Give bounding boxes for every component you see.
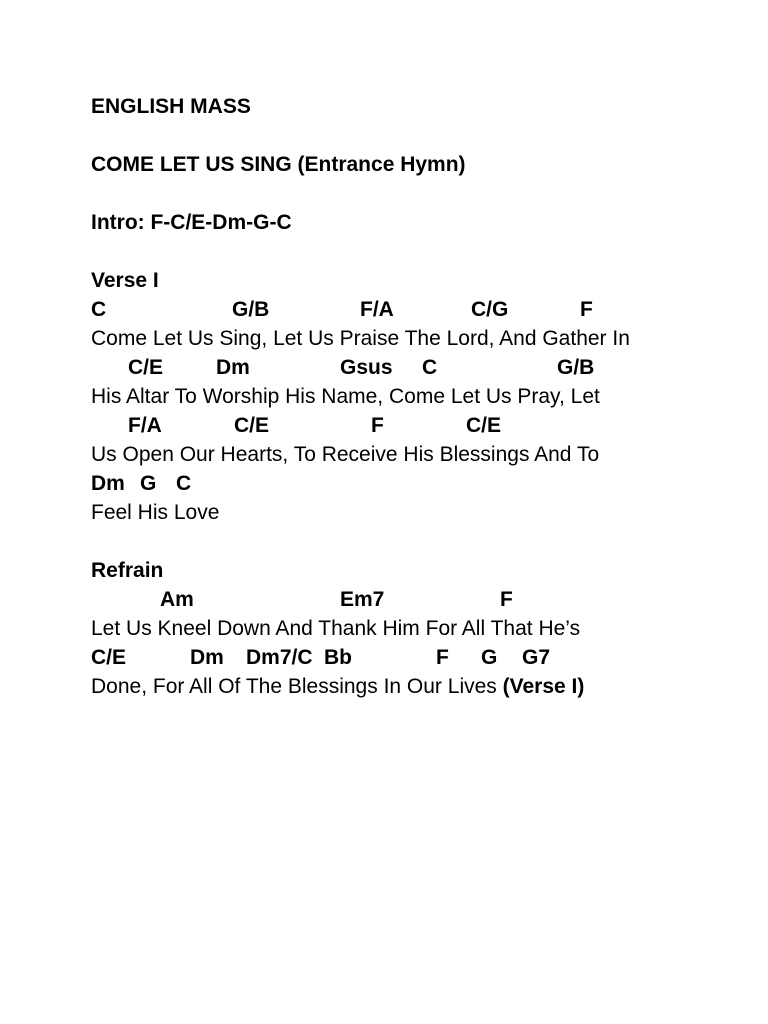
chord: G/B xyxy=(232,298,270,321)
chord: C/E xyxy=(466,414,502,437)
chord: Am xyxy=(160,588,194,611)
chord: F xyxy=(580,298,593,321)
verse-heading: Verse I xyxy=(91,269,159,292)
verse-chord-row-2 xyxy=(0,356,768,380)
verse-lyric-line-4: Feel His Love xyxy=(91,501,220,524)
verse-repeat-marker: (Verse I) xyxy=(502,675,585,698)
chord: C/E xyxy=(234,414,270,437)
chord: F xyxy=(436,646,449,669)
chord: G xyxy=(481,646,498,669)
refrain-lyric-line-1: Let Us Kneel Down And Thank Him For All That He’s xyxy=(91,617,581,640)
intro-chords: Intro: F-C/E-Dm-G-C xyxy=(91,211,292,234)
chord: C/E xyxy=(91,646,127,669)
verse-lyric-line-2: His Altar To Worship His Name, Come Let Us Pray, Let xyxy=(91,385,600,408)
chord: G/B xyxy=(557,356,595,379)
verse-lyric-line-1: Come Let Us Sing, Let Us Praise The Lord, And Gather In xyxy=(91,327,630,350)
chord: Dm xyxy=(91,472,125,495)
chord: C xyxy=(176,472,192,495)
chord: Gsus xyxy=(340,356,393,379)
hymn-title: COME LET US SING (Entrance Hymn) xyxy=(91,153,466,176)
chord: F/A xyxy=(360,298,394,321)
chord: C/G xyxy=(471,298,509,321)
verse-chord-row-4 xyxy=(0,472,768,496)
chord: C xyxy=(422,356,438,379)
refrain-chord-row-2 xyxy=(0,646,768,670)
chord: F/A xyxy=(128,414,162,437)
mass-title: ENGLISH MASS xyxy=(91,95,251,118)
chord: Bb xyxy=(324,646,352,669)
chord: F xyxy=(371,414,384,437)
chord: F xyxy=(500,588,513,611)
verse-chord-row-3 xyxy=(0,414,768,438)
chord: G7 xyxy=(522,646,551,669)
refrain-lyric-text: Done, For All Of The Blessings In Our Lives xyxy=(91,675,497,698)
refrain-lyric-line-2 xyxy=(91,675,584,699)
chord: Dm xyxy=(190,646,224,669)
verse-lyric-line-3: Us Open Our Hearts, To Receive His Blessings And To xyxy=(91,443,600,466)
chord: C xyxy=(91,298,107,321)
chord: G xyxy=(140,472,157,495)
verse-chord-row-1 xyxy=(0,298,768,322)
chord: Dm7/C xyxy=(246,646,313,669)
chord: Em7 xyxy=(340,588,385,611)
refrain-heading: Refrain xyxy=(91,559,164,582)
refrain-chord-row-1 xyxy=(0,588,768,612)
chord: C/E xyxy=(128,356,164,379)
chord: Dm xyxy=(216,356,250,379)
